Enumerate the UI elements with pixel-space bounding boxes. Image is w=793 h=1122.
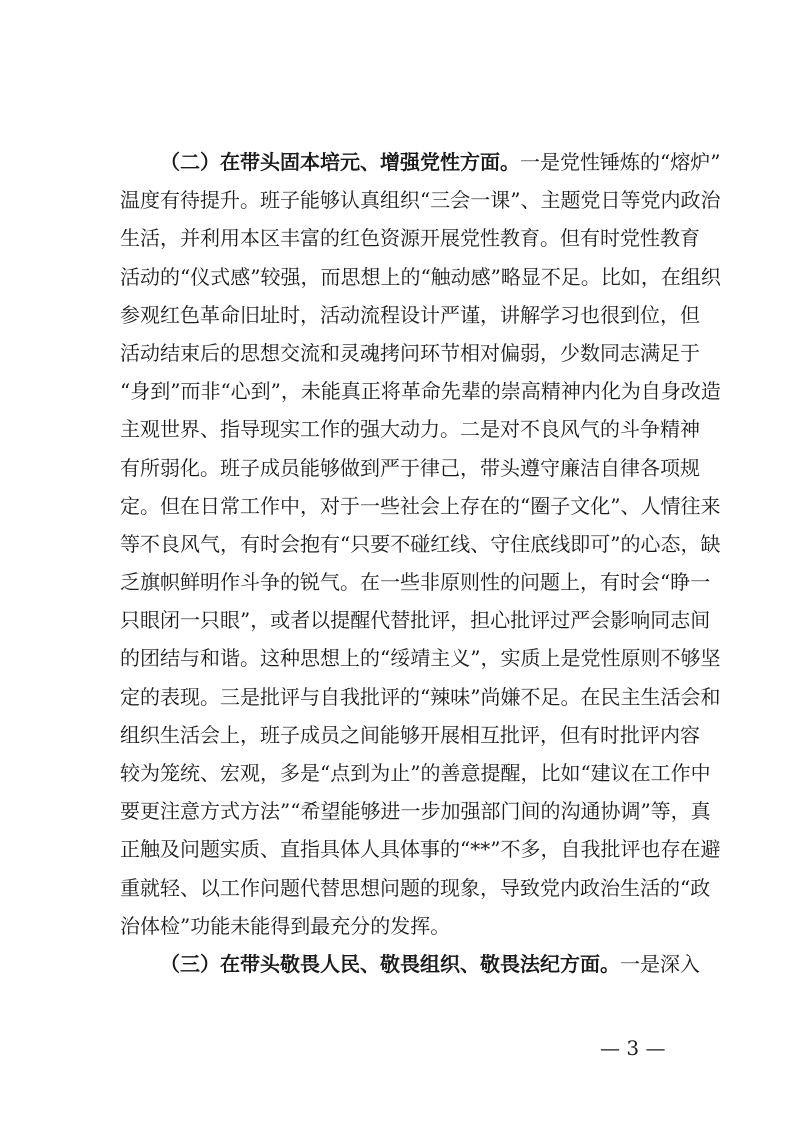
body-text-line [120, 296, 700, 334]
body-text-line [120, 869, 711, 907]
paragraph-text: 等不良风气，有时会抱有“只要不碰红线、守住底线即可”的心态，缺 [120, 531, 721, 556]
paragraph-text: 定的表现。三是批评与自我批评的“辣味”尚嫌不足。在民主生活会和 [120, 684, 721, 709]
paragraph-text: 组织生活会上，班子成员之间能够开展相互批评，但有时批评内容 [120, 722, 700, 747]
body-text-line [120, 563, 711, 601]
body-text-line [120, 258, 721, 296]
paragraph-text: 生活，并利用本区丰富的红色资源开展党性教育。但有时党性教育 [120, 226, 700, 251]
body-text-line [120, 716, 700, 754]
paragraph-text: 主观世界、指导现实工作的强大动力。二是对不良风气的斗争精神 [120, 417, 700, 442]
body-text-line [120, 830, 721, 868]
body-text-line [120, 181, 721, 219]
paragraph-text: 有所弱化。班子成员能够做到严于律己，带头遵守廉洁自律各项规 [120, 455, 700, 480]
body-text-line [120, 639, 721, 677]
body-text-line [120, 945, 700, 983]
section-heading: （二）在带头固本培元、增强党性方面。 [160, 150, 520, 174]
body-text-line [120, 907, 690, 945]
paragraph-text: 活动结束后的思想交流和灵魂拷问环节相对偏弱，少数同志满足于 [120, 340, 700, 365]
paragraph-text: 一是党性锤炼的“熔炉” [520, 150, 721, 174]
paragraph-text: 参观红色革命旧址时，活动流程设计严谨，讲解学习也很到位，但 [120, 302, 700, 327]
section-heading: （三）在带头敬畏人民、敬畏组织、敬畏法纪方面。 [160, 951, 620, 976]
body-text-line [120, 601, 711, 639]
document-body [120, 143, 721, 983]
body-text-line [120, 219, 700, 257]
paragraph-text: 定。但在日常工作中，对于一些社会上存在的“圈子文化”、人情往来 [120, 493, 721, 518]
paragraph-text: 一是深入 [620, 951, 700, 976]
paragraph-text: “身到”而非“心到”，未能真正将革命先辈的崇高精神内化为自身改造 [120, 379, 721, 404]
paragraph-text: 乏旗帜鲜明作斗争的锐气。在一些非原则性的问题上，有时会“睁一 [120, 570, 711, 595]
body-text-line [120, 143, 721, 181]
body-text-line [120, 792, 711, 830]
body-text-line [120, 334, 700, 372]
paragraph-text: 治体检”功能未能得到最充分的发挥。 [120, 913, 451, 938]
paragraph-text: 正触及问题实质、直指具体人具体事的“**”不多，自我批评也存在避 [120, 837, 721, 862]
body-text-line [120, 525, 721, 563]
paragraph-text: 活动的“仪式感”较强，而思想上的“触动感”略显不足。比如，在组织 [120, 264, 721, 289]
page-number: — 3 — [600, 1036, 666, 1060]
paragraph-text: 温度有待提升。班子能够认真组织“三会一课”、主题党日等党内政治 [120, 188, 721, 213]
paragraph-text: 要更注意方式方法”“希望能够进一步加强部门间的沟通协调”等，真 [120, 799, 711, 824]
body-text-line [120, 372, 721, 410]
body-text-line [120, 678, 721, 716]
body-text-line [120, 410, 700, 448]
paragraph-text: 的团结与和谐。这种思想上的“绥靖主义”，实质上是党性原则不够坚 [120, 646, 721, 671]
paragraph-text: 只眼闭一只眼”，或者以提醒代替批评，担心批评过严会影响同志间 [120, 608, 711, 633]
body-text-line [120, 754, 711, 792]
body-text-line [120, 487, 721, 525]
body-text-line [120, 449, 700, 487]
paragraph-text: 较为笼统、宏观，多是“点到为止”的善意提醒，比如“建议在工作中 [120, 761, 711, 785]
paragraph-text: 重就轻、以工作问题代替思想问题的现象，导致党内政治生活的“政 [120, 875, 711, 900]
